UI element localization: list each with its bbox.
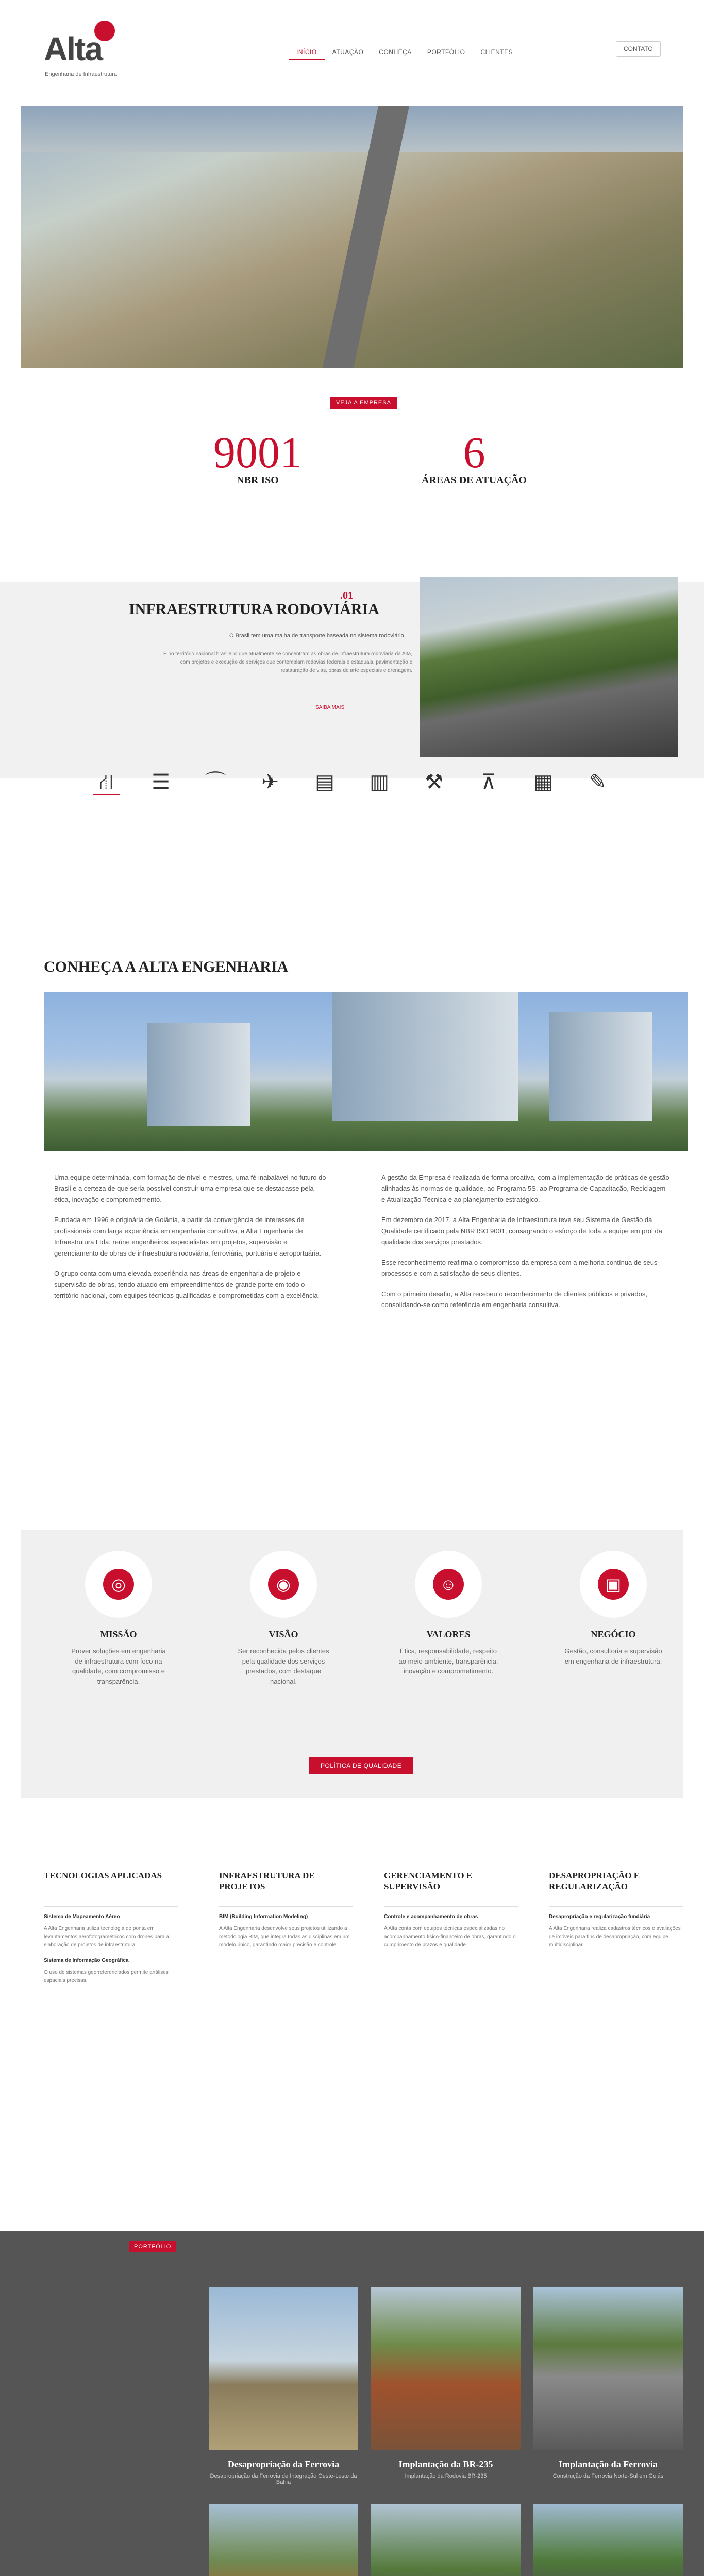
- tech-title: DESAPROPRIAÇÃO E REGULARIZAÇÃO: [549, 1871, 640, 1892]
- about-paragraph: Esse reconhecimento reafirma o compromisso da empresa com a melhoria contínua de seus processos e com a satisfação de seus clientes.: [381, 1258, 658, 1278]
- portfolio-image: [533, 2504, 683, 2576]
- mvv-text: Ser reconhecida pelos clientes pela qualidade dos serviços prestados, com destaque nacional.: [238, 1647, 329, 1685]
- mvv-business: [562, 1551, 665, 1666]
- worker-icon[interactable]: ⚒: [425, 771, 443, 793]
- tech-column: [219, 1870, 353, 1958]
- tech-item-text: A Alta Engenharia realiza cadastros técnicos e avaliações de imóveis para fins de desapropriação, com equipe multidisciplinar.: [549, 1926, 681, 1948]
- logo[interactable]: [44, 21, 137, 82]
- mvv-title: VALORES: [426, 1629, 471, 1639]
- nav-item-atuacao[interactable]: ATUAÇÃO: [332, 48, 364, 56]
- service-text: É no território nacional brasileiro que atualmente se concentram as obras de infraestrutura rodoviária da Alta, com projetos e execução de serviços que contemplam rodovias federais e estaduais, pavimentação e restauração de vias, obras de arte especiais e drenagem.: [163, 651, 412, 673]
- stat-number: 9001: [213, 428, 302, 477]
- tech-item-title: Controle e acompanhamento de obras: [384, 1914, 478, 1920]
- about-paragraph: A gestão da Empresa é realizada de forma proativa, com a implementação de práticas de gestão alinhadas às normas de qualidade, ao Programa 5S, ao Programa de Capacitação, Reciclagem e Atualização Técnica e ao planejamento estratégico.: [381, 1174, 669, 1204]
- nav-item-inicio[interactable]: INÍCIO: [289, 45, 325, 60]
- tech-item-text: O uso de sistemas georreferenciados permite análises espaciais precisas.: [44, 1970, 169, 1984]
- about-paragraph: Em dezembro de 2017, a Alta Engenharia de Infraestrutura teve seu Sistema de Gestão da Qualidade certificado pela NBR ISO 9001, consagrando o esforço de toda a equipe em prol da qualidade dos serviços prestados.: [381, 1216, 662, 1246]
- portfolio-item[interactable]: [209, 2287, 358, 2485]
- service-photo: [420, 577, 678, 757]
- mvv-text: Ética, responsabilidade, respeito ao meio ambiente, transparência, inovação e comprometimento.: [398, 1647, 498, 1675]
- tech-item-title: Sistema de Informação Geográfica: [44, 1958, 129, 1963]
- portfolio-item-title: Implantação da Ferrovia: [559, 2459, 658, 2469]
- portfolio-image: [533, 2287, 683, 2450]
- tech-item-text: A Alta conta com equipes técnicas especializadas no acompanhamento físico-financeiro de obras, garantindo o cumprimento de prazos e qualidade.: [384, 1926, 516, 1948]
- stat-areas: [412, 430, 536, 486]
- people-icon: ☺: [433, 1569, 464, 1600]
- portfolio-item[interactable]: [209, 2504, 358, 2576]
- tech-title: TECNOLOGIAS APLICADAS: [44, 1871, 162, 1880]
- tech-title: INFRAESTRUTURA DE PROJETOS: [219, 1871, 315, 1892]
- portfolio-item-subtitle: Implantação da Rodovia BR-235: [405, 2473, 487, 2479]
- airplane-icon[interactable]: ✈: [261, 771, 279, 793]
- main-nav: [289, 45, 521, 60]
- divider: [384, 1906, 518, 1907]
- portfolio-item[interactable]: [533, 2287, 683, 2479]
- portfolio-item-subtitle: Desapropriação da Ferrovia de Integração Oeste-Leste da Bahia: [210, 2473, 357, 2485]
- building-shape: [549, 1012, 652, 1121]
- quality-policy-button[interactable]: POLÍTICA DE QUALIDADE: [309, 1757, 413, 1774]
- nav-item-clientes[interactable]: CLIENTES: [480, 48, 513, 56]
- road-icon[interactable]: ⛙: [93, 769, 120, 795]
- building-shape: [147, 1023, 250, 1126]
- stat-number: 6: [463, 428, 485, 477]
- divider: [44, 1906, 178, 1907]
- about-right-column: [381, 1172, 670, 1319]
- mvv-circle: [85, 1551, 152, 1618]
- tech-item-text: A Alta Engenharia desenvolve seus projetos utilizando a metodologia BIM, que integra todas as disciplinas em um modelo único, garantindo maior precisão e controle.: [219, 1926, 350, 1948]
- rail-icon[interactable]: ☰: [152, 771, 170, 793]
- mvv-mission: [67, 1551, 170, 1686]
- tech-column: [549, 1870, 683, 1958]
- about-paragraph: Uma equipe determinada, com formação de nível e mestres, uma fé inabalável no futuro do Brasil e a certeza de que seria possível construir uma empresa que se destacasse pela ética, inovação e comprometimento.: [54, 1174, 326, 1204]
- portfolio-item-title: Implantação da BR-235: [398, 2459, 493, 2469]
- portfolio-item-title: Desapropriação da Ferrovia: [227, 2459, 340, 2469]
- about-paragraph: Com o primeiro desafio, a Alta recebeu o reconhecimento de clientes públicos e privados, consolidando-se como referência em engenharia consultiva.: [381, 1290, 647, 1309]
- mvv-text: Gestão, consultoria e supervisão em engenharia de infraestrutura.: [564, 1647, 662, 1665]
- mvv-text: Prover soluções em engenharia de infraestrutura com foco na qualidade, com compromisso e transparência.: [71, 1647, 166, 1685]
- service-more-link[interactable]: SAIBA MAIS: [315, 705, 345, 710]
- mvv-circle: [415, 1551, 482, 1618]
- service-subtitle: O Brasil tem uma malha de transporte baseada no sistema rodoviário.: [229, 633, 406, 639]
- header: [0, 0, 704, 98]
- divider: [549, 1906, 683, 1907]
- survey-icon[interactable]: ⊼: [481, 771, 496, 793]
- briefcase-icon: ▣: [598, 1569, 629, 1600]
- divider: [219, 1906, 353, 1907]
- about-left-column: [54, 1172, 327, 1310]
- tech-item-title: BIM (Building Information Modeling): [219, 1914, 308, 1920]
- mvv-title: VISÃO: [269, 1629, 298, 1639]
- portfolio-item-subtitle: Construção da Ferrovia Norte-Sul em Goiás: [552, 2473, 664, 2479]
- mvv-title: MISSÃO: [100, 1629, 137, 1639]
- tech-column: [384, 1870, 518, 1958]
- portfolio-item[interactable]: [533, 2504, 683, 2576]
- service-title: INFRAESTRUTURA RODOVIÁRIA: [129, 601, 379, 618]
- document-icon[interactable]: ✎: [589, 771, 607, 793]
- tech-item-text: A Alta Engenharia utiliza tecnologia de ponta em levantamentos aerofotogramétricos com drones para a elaboração de projetos de infraestrutura.: [44, 1926, 169, 1948]
- portfolio-image: [209, 2504, 358, 2576]
- eye-icon: ◉: [268, 1569, 299, 1600]
- tech-item-title: Desapropriação e regularização fundiária: [549, 1914, 650, 1920]
- hero-image: [21, 106, 683, 368]
- portfolio-image: [209, 2287, 358, 2450]
- mvv-title: NEGÓCIO: [591, 1629, 636, 1639]
- logo-subtitle: Engenharia de Infraestrutura: [45, 71, 118, 77]
- portfolio-item[interactable]: [371, 2504, 521, 2576]
- service-number: .01: [340, 590, 353, 601]
- stat-label: NBR ISO: [237, 474, 279, 486]
- logo-text: Alta: [44, 30, 102, 67]
- portfolio-item[interactable]: [371, 2287, 521, 2479]
- nav-item-conheca[interactable]: CONHEÇA: [379, 48, 412, 56]
- service-icon-bar: [93, 762, 611, 802]
- about-paragraph: Fundada em 1996 e originária de Goiânia, a partir da convergência de interesses de profissionais com larga experiência em engenharia consultiva, a Alta Engenharia de Infraestrutura Ltda. reúne engenheiros especialistas em projetos, supervisão e gerenciamento de obras de infraestrutura rodoviária, ferroviária, portuária e aeroportuária.: [54, 1216, 322, 1257]
- mvv-vision: [232, 1551, 335, 1686]
- about-paragraph: O grupo conta com uma elevada experiência nas áreas de engenharia de projeto e supervisão de obras, tendo atuado em empreendimentos de grande porte em todo o território nacional, com equipes técnicas qualificadas e comprometidas com a excelência.: [54, 1269, 320, 1299]
- hero-sky: [21, 106, 683, 152]
- stat-label: ÁREAS DE ATUAÇÃO: [421, 474, 527, 486]
- portfolio-badge: PORTFÓLIO: [129, 2241, 176, 2252]
- tech-title: GERENCIAMENTO E SUPERVISÃO: [384, 1871, 473, 1892]
- blueprint-icon[interactable]: ▦: [533, 771, 553, 793]
- building-shape: [332, 992, 518, 1121]
- target-icon: ◎: [103, 1569, 134, 1600]
- company-badge[interactable]: VEJA A EMPRESA: [330, 397, 397, 409]
- tech-item-title: Sistema de Mapeamento Aéreo: [44, 1914, 120, 1920]
- tech-column: [44, 1870, 178, 1993]
- building-icon[interactable]: ▥: [370, 771, 389, 793]
- portfolio-image: [371, 2504, 521, 2576]
- portfolio-image: [371, 2287, 521, 2450]
- mvv-values: [397, 1551, 500, 1676]
- stat-iso: [196, 430, 320, 486]
- about-title: CONHEÇA A ALTA ENGENHARIA: [44, 958, 289, 975]
- contact-button[interactable]: CONTATO: [616, 41, 661, 57]
- mvv-circle: [250, 1551, 317, 1618]
- bridge-icon[interactable]: ⌒: [205, 771, 226, 793]
- map-icon[interactable]: ▤: [315, 771, 334, 793]
- about-photo: [44, 992, 688, 1151]
- nav-item-portfolio[interactable]: PORTFÓLIO: [427, 48, 465, 56]
- mvv-circle: [580, 1551, 647, 1618]
